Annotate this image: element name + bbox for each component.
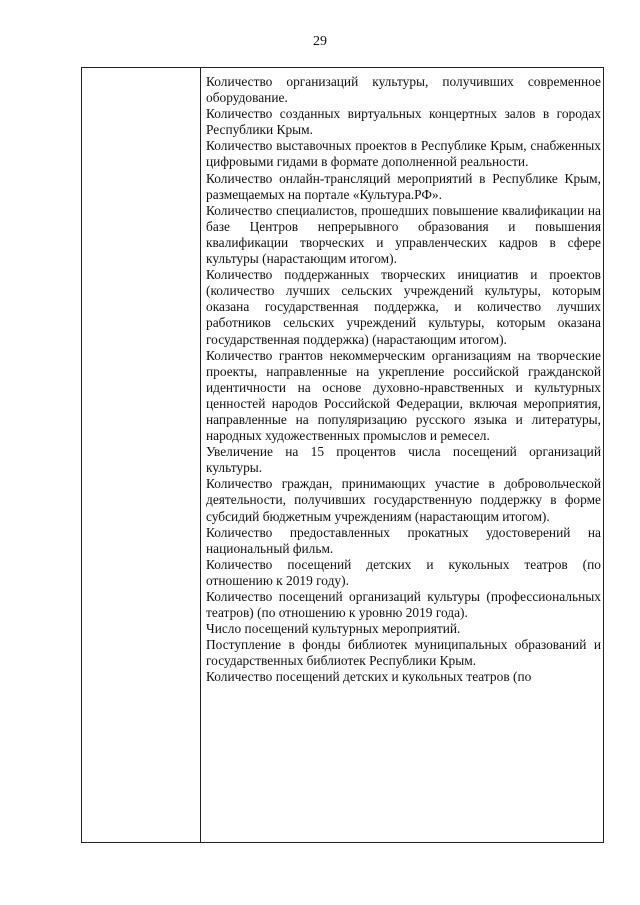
- indicator-item: Количество посещений детских и кукольных театров (по отношению к 2019 году).: [206, 556, 601, 588]
- indicator-item: Количество специалистов, прошедших повышение квалификации на базе Центров непрерывного образования и повышения квалификации творческих и управленческих кадров в сфере культуры (нарастающим итогом).: [206, 202, 601, 267]
- indicator-item: Количество посещений организаций культуры (профессиональных театров) (по отношению к уровню 2019 года).: [206, 589, 601, 621]
- indicator-item: Количество граждан, принимающих участие в добровольческой деятельности, получивших государственную поддержку в форме субсидий бюджетным учреждениям (нарастающим итогом).: [206, 476, 601, 524]
- indicator-item: Поступление в фонды библиотек муниципальных образований и государственных библиотек Республики Крым.: [206, 637, 601, 669]
- indicator-item: Количество грантов некоммерческим организациям на творческие проекты, направленные на укрепление российской гражданской идентичности на основе духовно-нравственных и культурных ценностей народов Российской Федерации, включая мероприятия, направленные на популяризацию русского языка и литературы, народных художественных промыслов и ремесел.: [206, 347, 601, 444]
- column-divider: [200, 68, 201, 842]
- page-number: 29: [313, 34, 327, 49]
- indicator-item: Количество предоставленных прокатных удостоверений на национальный фильм.: [206, 524, 601, 556]
- indicator-item: Число посещений культурных мероприятий.: [206, 621, 461, 637]
- indicator-item: Количество посещений детских и кукольных театров (по: [206, 669, 532, 685]
- indicator-item: Количество созданных виртуальных концертных залов в городах Республики Крым.: [206, 106, 601, 138]
- indicator-item: Увеличение на 15 процентов числа посещений организаций культуры.: [206, 444, 601, 476]
- indicator-item: Количество организаций культуры, получивших современное оборудование.: [206, 74, 601, 106]
- indicator-item: Количество поддержанных творческих инициатив и проектов (количество лучших сельских учреждений культуры, которым оказана государственная поддержка, и количество лучших работников сельских учреждений культуры, которым оказана государственная поддержка) (нарастающим итогом).: [206, 267, 601, 347]
- indicators-table: [81, 67, 604, 843]
- indicator-item: Количество онлайн-трансляций мероприятий в Республике Крым, размещаемых на портале «Культура.РФ».: [206, 170, 601, 202]
- indicator-item: Количество выставочных проектов в Республике Крым, снабженных цифровыми гидами в формате дополненной реальности.: [206, 138, 601, 170]
- indicators-column: [206, 74, 601, 686]
